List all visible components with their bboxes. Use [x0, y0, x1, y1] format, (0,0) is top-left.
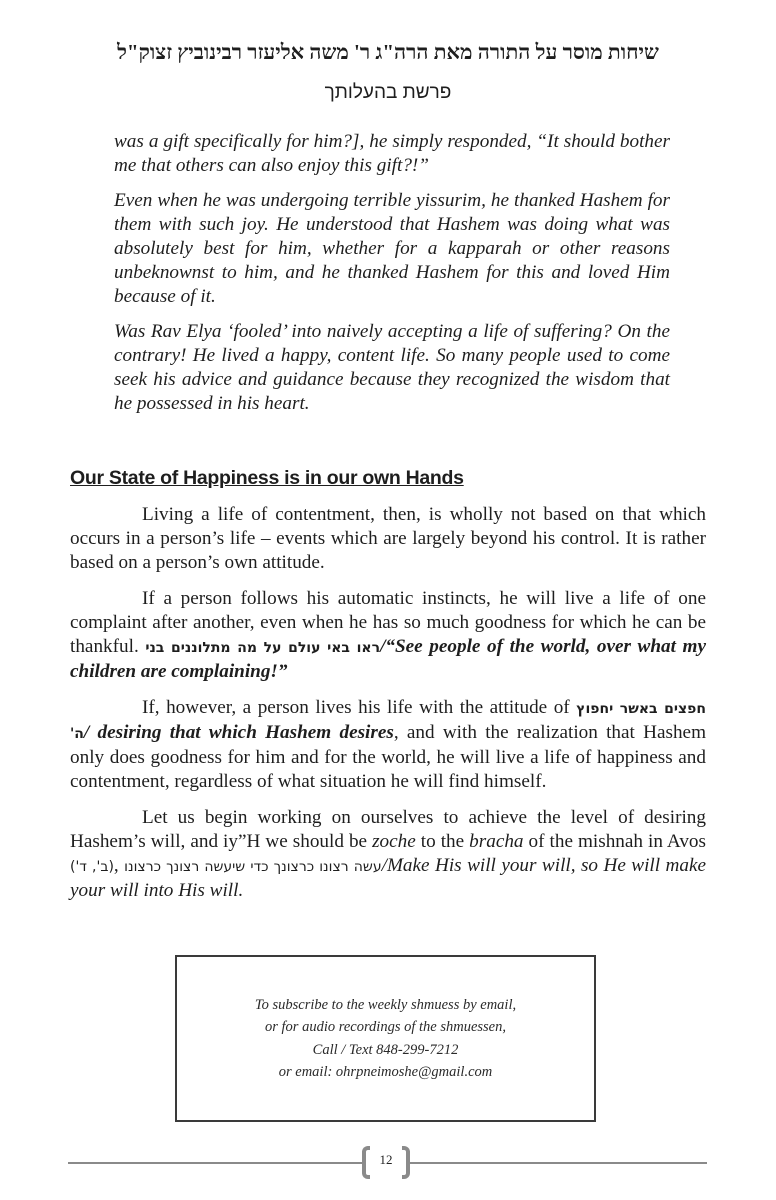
right-bracket-icon — [402, 1146, 410, 1179]
body-text — [70, 503, 706, 915]
quote-paragraph: Was Rav Elya ‘fooled’ into naively accepting a life of suffering? On the contrary! He lived a happy, content life. So many people used to come seek his advice and guidance because they recognized the wisdom that he possessed in his heart. — [114, 321, 670, 414]
hebrew-quote: ראו באי עולם על מה מתלוננים בני — [145, 640, 381, 656]
term-bracha: bracha — [469, 831, 524, 852]
quote-paragraph: Even when he was undergoing terrible yissurim, he thanked Hashem for them with such joy. He understood that Hashem was doing what was absolutely best for him, whether for a kapparah or other reasons unbeknownst to him, and he thanked Hashem for this and loved Him because of it. — [114, 190, 670, 307]
paragraph-text: to the — [415, 831, 470, 852]
running-header-parsha: פרשת בהעלותך — [324, 82, 452, 103]
paragraph-text: , — [113, 855, 125, 876]
hebrew-quote: חפצים באשר יחפוץ ה' — [70, 701, 706, 742]
italic-quote-block — [114, 130, 670, 427]
translation-text: / desiring that which Hashem desires — [83, 722, 394, 743]
subscribe-line-2: or for audio recordings of the shmuessen, — [265, 1019, 506, 1035]
subscribe-phone: Call / Text 848-299-7212 — [312, 1041, 459, 1058]
body-paragraph-2 — [70, 587, 706, 684]
subscribe-info-box — [175, 955, 596, 1122]
subscribe-email: or email: ohrpneimoshe@gmail.com — [278, 1064, 493, 1080]
source-citation: (ב', ד') — [70, 859, 114, 875]
paragraph-text: , and with the realization that Hashem only does goodness for him and for the world, he will live a life of happiness and contentment, regardless of what situation he will find himself. — [70, 722, 706, 792]
body-paragraph-3 — [70, 696, 706, 794]
body-paragraph-1: Living a life of contentment, then, is wholly not based on that which occurs in a person’s life – events which are largely beyond his control. It is rather based on a person’s own attitude. — [70, 504, 706, 573]
subscribe-line-1: To subscribe to the weekly shmuess by email, — [254, 996, 517, 1013]
translation-text: /“See people of the world, over what my children are complaining!” — [70, 636, 706, 682]
footer-rule-left — [68, 1162, 365, 1164]
term-zoche: zoche — [372, 831, 416, 852]
page-number: 12 — [379, 1152, 393, 1167]
paragraph-text: If a person follows his automatic instincts, he will live a life of one complaint after another, even when he has so much goodness for which he can be thankful. — [70, 588, 706, 657]
paragraph-text: Let us begin working on ourselves to achieve the level of desiring Hashem’s will, and iy”H we should be — [70, 807, 706, 852]
hebrew-quote: עשה רצונו כרצונך כדי שיעשה רצונך כרצונו — [124, 859, 382, 875]
footer-rule-right — [410, 1162, 707, 1164]
paragraph-text: of the mishnah in Avos — [523, 831, 706, 852]
running-header-title: שיחות מוסר על התורה מאת הרה"ג ר' משה אליעזר רבינוביץ זצוק"ל — [117, 40, 659, 64]
translation-text: /Make His will your will, so He will make your will into His will. — [70, 855, 706, 901]
paragraph-text: If, however, a person lives his life with the attitude of — [142, 697, 577, 718]
quote-paragraph: was a gift specifically for him?], he simply responded, “It should bother me that others can also enjoy this gift?!” — [114, 131, 670, 176]
body-paragraph-4 — [70, 806, 706, 903]
left-bracket-icon — [362, 1146, 370, 1179]
section-heading: Our State of Happiness is in our own Hands — [70, 467, 464, 489]
